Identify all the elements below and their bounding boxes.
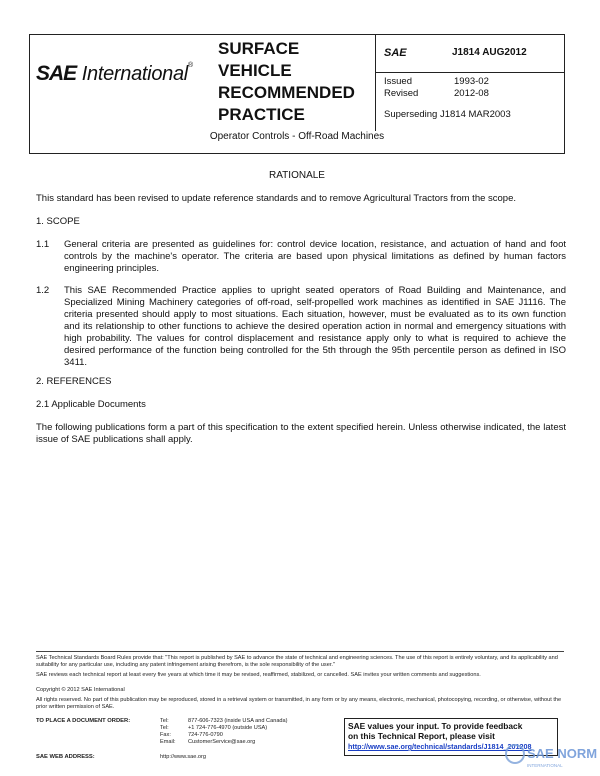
contact-value: +1 724-776-4970 (outside USA) bbox=[188, 725, 268, 731]
document-number: J1814 AUG2012 bbox=[452, 47, 527, 58]
section-1-2 bbox=[36, 285, 566, 368]
feedback-line: on this Technical Report, please visit bbox=[348, 731, 495, 741]
references-heading: 2. REFERENCES bbox=[36, 376, 112, 387]
contact-row bbox=[160, 732, 288, 739]
rationale-heading: RATIONALE bbox=[269, 170, 325, 181]
contact-value: 724-776-0790 bbox=[188, 732, 223, 738]
contact-row bbox=[160, 725, 288, 732]
revised-row bbox=[384, 88, 489, 100]
header-divider-horizontal bbox=[375, 72, 565, 73]
section-1-1 bbox=[36, 239, 566, 279]
web-address-link[interactable]: http://www.sae.org bbox=[160, 754, 207, 760]
revised-value: 2012-08 bbox=[454, 88, 489, 99]
section-text: General criteria are presented as guidelines for: control device location, resistance, and actuation of hand and foot controls by the machine's operator. The criteria are based upon physical limitations as defined by human factors engineering principles. bbox=[64, 239, 566, 274]
feedback-link[interactable]: http://www.sae.org/technical/standards/J1814_201208 bbox=[348, 742, 532, 751]
web-address-label: SAE WEB ADDRESS: bbox=[36, 754, 95, 760]
superseding-note: Superseding J1814 MAR2003 bbox=[384, 109, 511, 120]
issued-label: Issued bbox=[384, 76, 412, 87]
document-type bbox=[218, 38, 355, 126]
logo-international: International bbox=[81, 63, 188, 85]
logo-trademark: ® bbox=[187, 62, 194, 69]
doc-type-line: PRACTICE bbox=[218, 105, 305, 124]
order-label: TO PLACE A DOCUMENT ORDER: bbox=[36, 718, 131, 724]
document-title: Operator Controls - Off-Road Machines bbox=[209, 131, 385, 142]
feedback-line: SAE values your input. To provide feedback bbox=[348, 721, 523, 731]
small-sae-logo: SAE bbox=[384, 47, 407, 59]
contact-row bbox=[160, 718, 288, 725]
sae-norm-watermark bbox=[505, 738, 598, 772]
section-text: This SAE Recommended Practice applies to upright seated operators of Road Building and Maintenance, and Specialized Mining Machinery categories of off-road, self-propelled work machines as identified in SAE J1116. The criteria presented should apply to most situations. Each situation, however, must be evaluated as to its own function and its relationship to other functions to achieve the desired operation action in normal and emergency situations with high probability. The values for control displacement and resistance apply only to what is required to achieve the desired performance of the function being controlled for the 5th through the 95th percentile person as defined in ISO 3411. bbox=[64, 285, 566, 368]
scope-heading: 1. SCOPE bbox=[36, 216, 80, 227]
document-dates bbox=[384, 76, 489, 100]
contact-row bbox=[160, 739, 288, 746]
section-number: 1.1 bbox=[36, 239, 50, 250]
revised-label: Revised bbox=[384, 88, 419, 99]
contact-label: Tel: bbox=[160, 725, 169, 731]
doc-type-line: VEHICLE bbox=[218, 61, 292, 80]
issued-value: 1993-02 bbox=[454, 76, 489, 87]
footer-rule bbox=[36, 651, 564, 652]
doc-type-line: SURFACE bbox=[218, 39, 300, 58]
contact-label: Tel: bbox=[160, 718, 169, 724]
contact-email-link[interactable]: CustomerService@sae.org bbox=[188, 739, 256, 745]
logo-sae: SAE bbox=[36, 62, 77, 85]
watermark-subtext: INTERNATIONAL bbox=[527, 763, 563, 768]
feedback-text bbox=[348, 721, 522, 741]
order-contacts bbox=[160, 718, 288, 746]
contact-label: Fax: bbox=[160, 732, 171, 738]
contact-value: 877-606-7323 (inside USA and Canada) bbox=[188, 718, 288, 724]
rationale-text: This standard has been revised to update reference standards and to remove Agricultural Tractors from the scope. bbox=[36, 193, 517, 204]
watermark-text: SAE NORM bbox=[527, 746, 598, 761]
header-divider-vertical bbox=[375, 34, 376, 131]
sae-international-logo bbox=[36, 62, 193, 86]
section-number: 1.2 bbox=[36, 285, 50, 296]
references-text: The following publications form a part of this specification to the extent specified herein. Unless otherwise indicated, the latest issue of SAE publications shall apply. bbox=[36, 422, 566, 445]
footer-copyright: Copyright © 2012 SAE International bbox=[36, 687, 125, 693]
footer-review-text: SAE reviews each technical report at least every five years at which time it may be revised, reaffirmed, stabilized, or cancelled. SAE invites your written comments and suggestions. bbox=[36, 672, 481, 678]
contact-label: Email: bbox=[160, 739, 176, 745]
issued-row bbox=[384, 76, 489, 88]
footer-rights-text: All rights reserved. No part of this publication may be reproduced, stored in a retrieval system or transmitted, in any form or by any means, electronic, mechanical, photocopying, recording, or otherwise, without the prior written permission of SAE. bbox=[36, 697, 562, 710]
section-2-1-heading: 2.1 Applicable Documents bbox=[36, 399, 146, 410]
doc-type-line: RECOMMENDED bbox=[218, 83, 355, 102]
footer-rules-text: SAE Technical Standards Board Rules provide that: "This report is published by SAE to advance the state of technical and engineering sciences. The use of this report is entirely voluntary, and its applicability and suitability for any particular use, including any patent infringement arising therefrom, is the sole responsibility of the user." bbox=[36, 655, 558, 668]
